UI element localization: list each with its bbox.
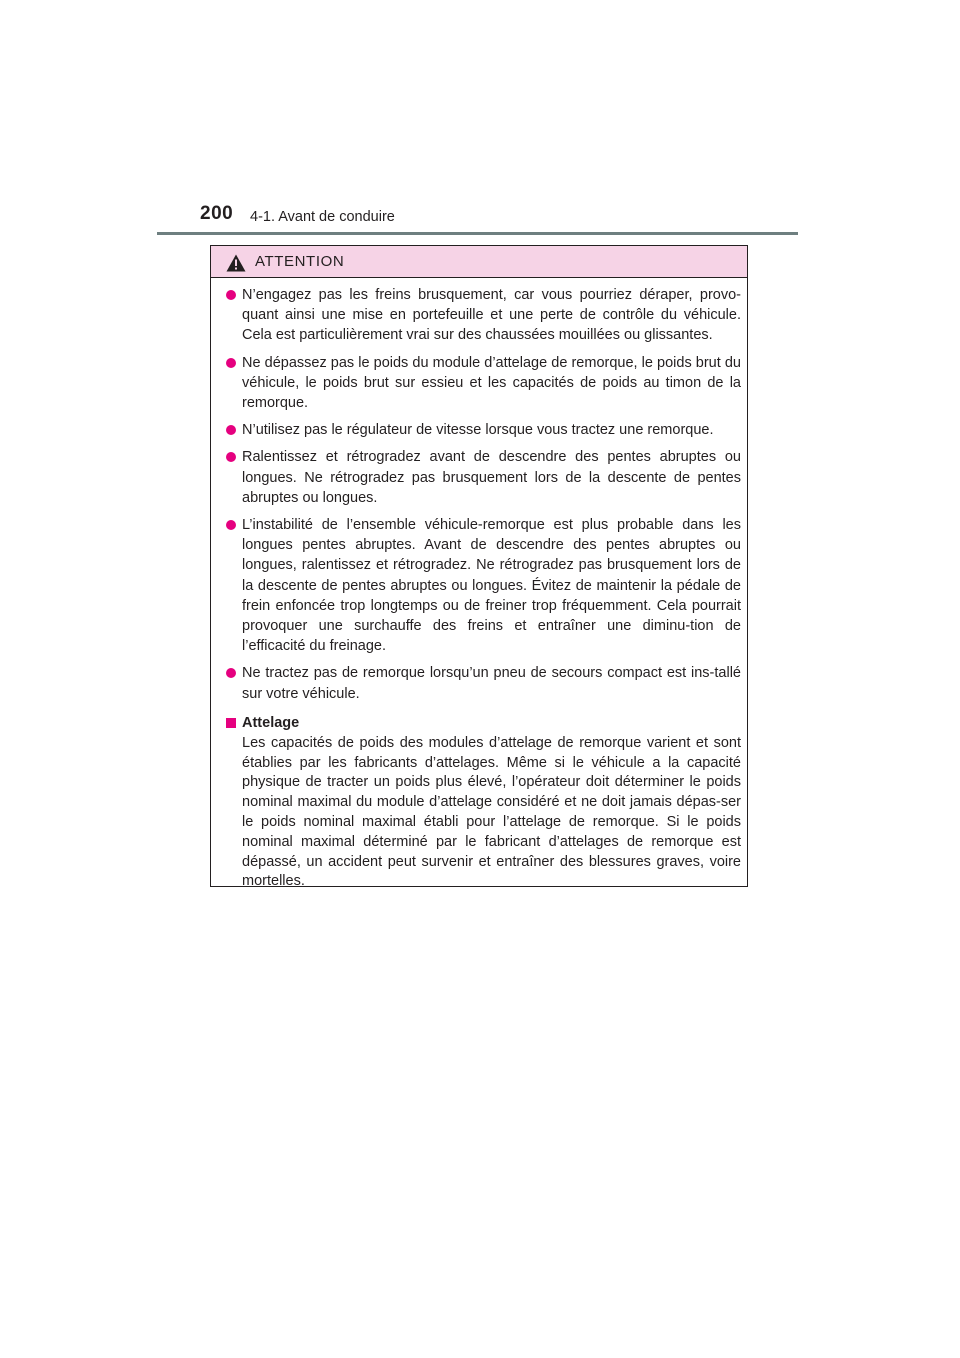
bullet-dot xyxy=(226,358,236,368)
header-rule xyxy=(157,232,798,235)
warning-title: ATTENTION xyxy=(255,253,345,270)
bullet-dot xyxy=(226,668,236,678)
bullet-dot xyxy=(226,452,236,462)
bullet-text: Ralentissez et rétrogradez avant de descendre des pentes abruptes ou longues. Ne rétrogradez pas brusquement lors de la descente de pentes abruptes ou longues. xyxy=(242,449,741,506)
warning-body xyxy=(211,278,747,892)
bullet-text: Ne dépassez pas le poids du module d’attelage de remorque, le poids brut du véhicule, le poids brut sur essieu et les capacités de poids au timon de la remorque. xyxy=(242,354,741,412)
bullet-item xyxy=(226,285,741,346)
warning-header xyxy=(211,246,747,278)
warning-triangle-icon xyxy=(226,254,246,272)
bullet-item xyxy=(226,353,741,414)
bullet-dot xyxy=(226,520,236,530)
subsection-text: Les capacités de poids des modules d’attelage de remorque varient et sont établies par les fabricants d’attelages. Même si le véhicule a la capacité physique de tracter un poids plus élevé, l’opérateur doit déterminer le poids nominal maximal du module d’attelage considéré et ne doit jamais dépas-ser le poids nominal maximal établi pour l’attelage de remorque. Si le poids nominal maximal déterminé par le fabricant d’attelages de remorque est dépassé, un accident peut survenir et entraîner des blessures graves, voire mortelles. xyxy=(242,734,741,890)
bullet-text: N’utilisez pas le régulateur de vitesse lorsque vous tractez une remorque. xyxy=(242,422,714,439)
bullet-item xyxy=(226,663,741,703)
bullet-item xyxy=(226,420,741,440)
page-number: 200 xyxy=(200,203,234,224)
bullet-text: Ne tractez pas de remorque lorsqu’un pneu de secours compact est ins-tallé sur votre véhicule. xyxy=(242,665,741,702)
square-bullet xyxy=(226,718,236,728)
subsection-title: Attelage xyxy=(242,714,300,731)
subsection-attelage xyxy=(226,713,741,892)
bullet-text: L’instabilité de l’ensemble véhicule-remorque est plus probable dans les longues pentes abruptes. Avant de descendre des pentes abruptes ou longues, ralentissez et rétrogradez. Ne rétrogradez pas brusquement lors de la descente de pentes abruptes ou longues. Évitez de maintenir la pédale de frein enfoncée trop longtemps ou de freiner trop fréquemment. Cela pourrait provoquer une surchauffe des freins et entraîner une diminu-tion de l’efficacité du freinage. xyxy=(242,517,741,655)
warning-box xyxy=(210,245,748,890)
bullet-dot xyxy=(226,425,236,435)
bullet-text: N’engagez pas les freins brusquement, car vous pourriez déraper, provo-quant ainsi une mise en portefeuille et une perte de contrôle du véhicule. Cela est particulièrement vrai sur des chaussées mouillées ou glissantes. xyxy=(242,287,741,344)
bullet-dot xyxy=(226,290,236,300)
bullet-item xyxy=(226,515,741,656)
bullet-item xyxy=(226,447,741,508)
section-title: 4-1. Avant de conduire xyxy=(250,209,395,225)
